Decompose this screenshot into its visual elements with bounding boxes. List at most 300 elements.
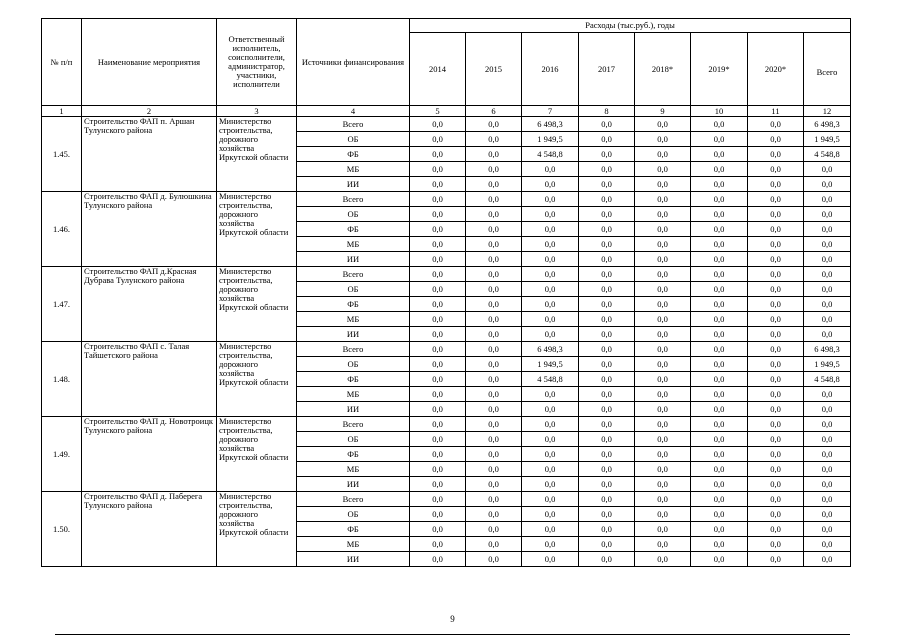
row-index: 1.47. bbox=[42, 267, 82, 342]
year-value: 0,0 bbox=[466, 432, 522, 447]
year-value: 0,0 bbox=[579, 447, 635, 462]
table-row bbox=[42, 267, 851, 282]
year-value: 0,0 bbox=[466, 327, 522, 342]
year-value: 0,0 bbox=[579, 357, 635, 372]
year-value: 0,0 bbox=[410, 117, 466, 132]
year-value: 0,0 bbox=[466, 312, 522, 327]
year-value: 0,0 bbox=[466, 297, 522, 312]
year-value: 0,0 bbox=[522, 327, 579, 342]
year-value: 0,0 bbox=[410, 252, 466, 267]
year-value: 0,0 bbox=[635, 402, 691, 417]
year-value: 0,0 bbox=[748, 552, 804, 567]
table-row bbox=[42, 342, 851, 357]
year-value: 0,0 bbox=[466, 537, 522, 552]
column-number: 7 bbox=[522, 106, 579, 117]
year-value: 4 548,8 bbox=[522, 372, 579, 387]
year-value: 0,0 bbox=[466, 237, 522, 252]
year-value: 0,0 bbox=[410, 447, 466, 462]
year-value: 0,0 bbox=[410, 387, 466, 402]
funding-source: Всего bbox=[297, 342, 410, 357]
funding-source: Всего bbox=[297, 492, 410, 507]
year-value: 0,0 bbox=[748, 522, 804, 537]
year-value: 0,0 bbox=[466, 282, 522, 297]
year-value: 0,0 bbox=[466, 372, 522, 387]
activity-name: Строительство ФАП д. Булюшкина Тулунского района bbox=[82, 192, 217, 267]
year-value: 0,0 bbox=[579, 402, 635, 417]
funding-source: ИИ bbox=[297, 477, 410, 492]
year-value: 0,0 bbox=[579, 552, 635, 567]
responsible-executor: Министерство строительства, дорожного хозяйства Иркутской области bbox=[217, 192, 297, 267]
header-year-4: 2017 bbox=[579, 33, 635, 106]
year-value: 0,0 bbox=[691, 282, 748, 297]
total-value: 0,0 bbox=[804, 327, 851, 342]
year-value: 6 498,3 bbox=[522, 342, 579, 357]
year-value: 0,0 bbox=[748, 417, 804, 432]
year-value: 1 949,5 bbox=[522, 132, 579, 147]
header-year-2: 2015 bbox=[466, 33, 522, 106]
year-value: 0,0 bbox=[635, 387, 691, 402]
year-value: 0,0 bbox=[579, 282, 635, 297]
year-value: 0,0 bbox=[410, 462, 466, 477]
year-value: 0,0 bbox=[691, 507, 748, 522]
year-value: 0,0 bbox=[635, 207, 691, 222]
funding-source: Всего bbox=[297, 267, 410, 282]
year-value: 0,0 bbox=[579, 312, 635, 327]
year-value: 0,0 bbox=[579, 267, 635, 282]
year-value: 0,0 bbox=[410, 267, 466, 282]
header-year-5: 2018* bbox=[635, 33, 691, 106]
year-value: 0,0 bbox=[691, 192, 748, 207]
year-value: 0,0 bbox=[748, 117, 804, 132]
year-value: 0,0 bbox=[635, 462, 691, 477]
year-value: 0,0 bbox=[691, 132, 748, 147]
total-value: 0,0 bbox=[804, 162, 851, 177]
year-value: 0,0 bbox=[635, 297, 691, 312]
year-value: 0,0 bbox=[748, 492, 804, 507]
header-year-1: 2014 bbox=[410, 33, 466, 106]
year-value: 0,0 bbox=[691, 357, 748, 372]
year-value: 0,0 bbox=[579, 462, 635, 477]
year-value: 0,0 bbox=[635, 177, 691, 192]
year-value: 0,0 bbox=[410, 147, 466, 162]
year-value: 0,0 bbox=[579, 252, 635, 267]
year-value: 0,0 bbox=[522, 432, 579, 447]
year-value: 0,0 bbox=[691, 237, 748, 252]
column-number: 6 bbox=[466, 106, 522, 117]
year-value: 0,0 bbox=[691, 222, 748, 237]
year-value: 0,0 bbox=[748, 237, 804, 252]
year-value: 0,0 bbox=[748, 372, 804, 387]
year-value: 0,0 bbox=[410, 432, 466, 447]
funding-source: ИИ bbox=[297, 402, 410, 417]
year-value: 0,0 bbox=[748, 297, 804, 312]
column-number: 3 bbox=[217, 106, 297, 117]
year-value: 0,0 bbox=[748, 147, 804, 162]
year-value: 0,0 bbox=[635, 252, 691, 267]
year-value: 0,0 bbox=[748, 222, 804, 237]
year-value: 0,0 bbox=[691, 462, 748, 477]
year-value: 0,0 bbox=[466, 252, 522, 267]
activity-name: Строительство ФАП п. Аршан Тулунского района bbox=[82, 117, 217, 192]
activity-name: Строительство ФАП д. Паберега Тулунского района bbox=[82, 492, 217, 567]
year-value: 0,0 bbox=[579, 522, 635, 537]
column-number: 5 bbox=[410, 106, 466, 117]
year-value: 0,0 bbox=[410, 402, 466, 417]
year-value: 0,0 bbox=[748, 432, 804, 447]
year-value: 0,0 bbox=[410, 357, 466, 372]
year-value: 0,0 bbox=[522, 462, 579, 477]
year-value: 0,0 bbox=[522, 177, 579, 192]
year-value: 0,0 bbox=[466, 267, 522, 282]
year-value: 0,0 bbox=[579, 492, 635, 507]
year-value: 0,0 bbox=[635, 552, 691, 567]
year-value: 0,0 bbox=[466, 117, 522, 132]
funding-source: ФБ bbox=[297, 372, 410, 387]
year-value: 0,0 bbox=[522, 447, 579, 462]
year-value: 0,0 bbox=[466, 462, 522, 477]
year-value: 0,0 bbox=[522, 552, 579, 567]
year-value: 0,0 bbox=[691, 267, 748, 282]
year-value: 0,0 bbox=[579, 387, 635, 402]
responsible-executor: Министерство строительства, дорожного хозяйства Иркутской области bbox=[217, 492, 297, 567]
year-value: 0,0 bbox=[635, 267, 691, 282]
row-index: 1.46. bbox=[42, 192, 82, 267]
year-value: 0,0 bbox=[466, 492, 522, 507]
year-value: 0,0 bbox=[691, 177, 748, 192]
year-value: 0,0 bbox=[579, 162, 635, 177]
year-value: 0,0 bbox=[635, 537, 691, 552]
year-value: 0,0 bbox=[635, 432, 691, 447]
funding-source: МБ bbox=[297, 462, 410, 477]
year-value: 0,0 bbox=[579, 297, 635, 312]
year-value: 0,0 bbox=[410, 492, 466, 507]
year-value: 0,0 bbox=[466, 447, 522, 462]
funding-source: МБ bbox=[297, 312, 410, 327]
year-value: 0,0 bbox=[691, 312, 748, 327]
year-value: 0,0 bbox=[579, 507, 635, 522]
column-number: 1 bbox=[42, 106, 82, 117]
year-value: 0,0 bbox=[691, 402, 748, 417]
total-value: 0,0 bbox=[804, 477, 851, 492]
funding-source: ФБ bbox=[297, 447, 410, 462]
funding-source: МБ bbox=[297, 537, 410, 552]
year-value: 0,0 bbox=[691, 147, 748, 162]
year-value: 0,0 bbox=[466, 342, 522, 357]
year-value: 0,0 bbox=[522, 282, 579, 297]
year-value: 0,0 bbox=[522, 477, 579, 492]
year-value: 0,0 bbox=[522, 312, 579, 327]
year-value: 0,0 bbox=[410, 327, 466, 342]
year-value: 0,0 bbox=[748, 462, 804, 477]
activity-name: Строительство ФАП д.Красная Дубрава Тулунского района bbox=[82, 267, 217, 342]
column-number: 10 bbox=[691, 106, 748, 117]
funding-source: ИИ bbox=[297, 552, 410, 567]
funding-source: ФБ bbox=[297, 222, 410, 237]
column-number: 2 bbox=[82, 106, 217, 117]
total-value: 0,0 bbox=[804, 402, 851, 417]
year-value: 0,0 bbox=[748, 447, 804, 462]
total-value: 0,0 bbox=[804, 267, 851, 282]
page-number: 9 bbox=[450, 614, 455, 624]
funding-source: ФБ bbox=[297, 297, 410, 312]
total-value: 1 949,5 bbox=[804, 132, 851, 147]
table-row bbox=[42, 417, 851, 432]
year-value: 0,0 bbox=[635, 237, 691, 252]
header-year-3: 2016 bbox=[522, 33, 579, 106]
year-value: 0,0 bbox=[691, 537, 748, 552]
funding-source: ИИ bbox=[297, 252, 410, 267]
year-value: 0,0 bbox=[466, 177, 522, 192]
year-value: 0,0 bbox=[635, 282, 691, 297]
funding-source: МБ bbox=[297, 162, 410, 177]
year-value: 0,0 bbox=[522, 537, 579, 552]
year-value: 0,0 bbox=[579, 192, 635, 207]
year-value: 0,0 bbox=[579, 477, 635, 492]
year-value: 0,0 bbox=[522, 417, 579, 432]
year-value: 0,0 bbox=[748, 357, 804, 372]
year-value: 0,0 bbox=[635, 522, 691, 537]
header-num: № п/п bbox=[42, 19, 82, 106]
year-value: 0,0 bbox=[579, 237, 635, 252]
year-value: 0,0 bbox=[635, 507, 691, 522]
responsible-executor: Министерство строительства, дорожного хозяйства Иркутской области bbox=[217, 417, 297, 492]
year-value: 0,0 bbox=[410, 522, 466, 537]
year-value: 4 548,8 bbox=[522, 147, 579, 162]
year-value: 0,0 bbox=[410, 192, 466, 207]
funding-source: ФБ bbox=[297, 147, 410, 162]
funding-source: ОБ bbox=[297, 432, 410, 447]
year-value: 0,0 bbox=[691, 522, 748, 537]
table-row bbox=[42, 492, 851, 507]
year-value: 0,0 bbox=[691, 297, 748, 312]
year-value: 0,0 bbox=[579, 117, 635, 132]
responsible-executor: Министерство строительства, дорожного хозяйства Иркутской области bbox=[217, 117, 297, 192]
year-value: 0,0 bbox=[410, 132, 466, 147]
year-value: 0,0 bbox=[748, 477, 804, 492]
funding-source: ИИ bbox=[297, 327, 410, 342]
row-index: 1.45. bbox=[42, 117, 82, 192]
year-value: 0,0 bbox=[691, 492, 748, 507]
year-value: 0,0 bbox=[579, 132, 635, 147]
year-value: 0,0 bbox=[522, 192, 579, 207]
total-value: 0,0 bbox=[804, 507, 851, 522]
funding-source: ОБ bbox=[297, 207, 410, 222]
year-value: 0,0 bbox=[635, 357, 691, 372]
total-value: 0,0 bbox=[804, 237, 851, 252]
total-value: 0,0 bbox=[804, 492, 851, 507]
year-value: 0,0 bbox=[522, 162, 579, 177]
year-value: 0,0 bbox=[466, 132, 522, 147]
funding-source: ИИ bbox=[297, 177, 410, 192]
funding-source: МБ bbox=[297, 387, 410, 402]
column-number: 11 bbox=[748, 106, 804, 117]
year-value: 0,0 bbox=[748, 342, 804, 357]
year-value: 0,0 bbox=[579, 417, 635, 432]
table-row bbox=[42, 192, 851, 207]
total-value: 0,0 bbox=[804, 537, 851, 552]
year-value: 0,0 bbox=[410, 417, 466, 432]
year-value: 0,0 bbox=[466, 402, 522, 417]
year-value: 0,0 bbox=[410, 552, 466, 567]
year-value: 0,0 bbox=[579, 537, 635, 552]
funding-source: ФБ bbox=[297, 522, 410, 537]
year-value: 0,0 bbox=[466, 222, 522, 237]
year-value: 0,0 bbox=[410, 342, 466, 357]
year-value: 0,0 bbox=[748, 267, 804, 282]
total-value: 0,0 bbox=[804, 312, 851, 327]
year-value: 0,0 bbox=[466, 192, 522, 207]
year-value: 0,0 bbox=[691, 417, 748, 432]
year-value: 0,0 bbox=[691, 252, 748, 267]
year-value: 0,0 bbox=[466, 522, 522, 537]
total-value: 0,0 bbox=[804, 387, 851, 402]
year-value: 0,0 bbox=[748, 312, 804, 327]
total-value: 0,0 bbox=[804, 207, 851, 222]
funding-source: ОБ bbox=[297, 132, 410, 147]
year-value: 0,0 bbox=[691, 552, 748, 567]
row-index: 1.48. bbox=[42, 342, 82, 417]
funding-source: ОБ bbox=[297, 507, 410, 522]
activity-name: Строительство ФАП с. Талая Тайшетского района bbox=[82, 342, 217, 417]
year-value: 0,0 bbox=[635, 312, 691, 327]
year-value: 0,0 bbox=[522, 492, 579, 507]
row-index: 1.49. bbox=[42, 417, 82, 492]
year-value: 0,0 bbox=[748, 327, 804, 342]
activity-name: Строительство ФАП д. Новотроицк Тулунского района bbox=[82, 417, 217, 492]
year-value: 0,0 bbox=[579, 222, 635, 237]
year-value: 0,0 bbox=[748, 192, 804, 207]
table-row bbox=[42, 117, 851, 132]
year-value: 0,0 bbox=[466, 552, 522, 567]
total-value: 1 949,5 bbox=[804, 357, 851, 372]
year-value: 0,0 bbox=[635, 447, 691, 462]
year-value: 0,0 bbox=[522, 207, 579, 222]
total-value: 4 548,8 bbox=[804, 372, 851, 387]
year-value: 0,0 bbox=[635, 327, 691, 342]
total-value: 4 548,8 bbox=[804, 147, 851, 162]
year-value: 0,0 bbox=[748, 132, 804, 147]
year-value: 0,0 bbox=[748, 207, 804, 222]
year-value: 0,0 bbox=[466, 357, 522, 372]
total-value: 0,0 bbox=[804, 222, 851, 237]
column-number: 12 bbox=[804, 106, 851, 117]
year-value: 0,0 bbox=[748, 387, 804, 402]
year-value: 0,0 bbox=[466, 477, 522, 492]
year-value: 0,0 bbox=[635, 342, 691, 357]
total-value: 0,0 bbox=[804, 252, 851, 267]
total-value: 0,0 bbox=[804, 432, 851, 447]
year-value: 0,0 bbox=[748, 537, 804, 552]
funding-source: МБ bbox=[297, 237, 410, 252]
year-value: 0,0 bbox=[635, 147, 691, 162]
year-value: 1 949,5 bbox=[522, 357, 579, 372]
year-value: 0,0 bbox=[522, 222, 579, 237]
column-number: 4 bbox=[297, 106, 410, 117]
year-value: 0,0 bbox=[522, 402, 579, 417]
year-value: 0,0 bbox=[410, 162, 466, 177]
year-value: 0,0 bbox=[635, 417, 691, 432]
year-value: 0,0 bbox=[410, 222, 466, 237]
year-value: 0,0 bbox=[691, 327, 748, 342]
total-value: 0,0 bbox=[804, 462, 851, 477]
year-value: 0,0 bbox=[410, 237, 466, 252]
year-value: 0,0 bbox=[579, 177, 635, 192]
header-year-8: Всего bbox=[804, 33, 851, 106]
total-value: 0,0 bbox=[804, 297, 851, 312]
year-value: 0,0 bbox=[522, 237, 579, 252]
year-value: 0,0 bbox=[466, 207, 522, 222]
header-sources: Источники финансирования bbox=[297, 19, 410, 106]
header-year-6: 2019* bbox=[691, 33, 748, 106]
header-expenses: Расходы (тыс.руб.), годы bbox=[410, 19, 851, 33]
year-value: 0,0 bbox=[691, 477, 748, 492]
year-value: 0,0 bbox=[691, 447, 748, 462]
responsible-executor: Министерство строительства, дорожного хозяйства Иркутской области bbox=[217, 267, 297, 342]
year-value: 0,0 bbox=[522, 387, 579, 402]
year-value: 0,0 bbox=[748, 507, 804, 522]
year-value: 0,0 bbox=[579, 372, 635, 387]
year-value: 0,0 bbox=[748, 252, 804, 267]
total-value: 6 498,3 bbox=[804, 342, 851, 357]
year-value: 0,0 bbox=[748, 177, 804, 192]
responsible-executor: Министерство строительства, дорожного хозяйства Иркутской области bbox=[217, 342, 297, 417]
year-value: 0,0 bbox=[522, 522, 579, 537]
funding-source: Всего bbox=[297, 417, 410, 432]
year-value: 0,0 bbox=[410, 282, 466, 297]
year-value: 0,0 bbox=[579, 147, 635, 162]
funding-source: Всего bbox=[297, 192, 410, 207]
total-value: 0,0 bbox=[804, 522, 851, 537]
year-value: 0,0 bbox=[466, 417, 522, 432]
year-value: 0,0 bbox=[691, 342, 748, 357]
year-value: 0,0 bbox=[522, 297, 579, 312]
year-value: 0,0 bbox=[522, 507, 579, 522]
header-name: Наименование мероприятия bbox=[82, 19, 217, 106]
year-value: 0,0 bbox=[410, 312, 466, 327]
year-value: 0,0 bbox=[522, 252, 579, 267]
year-value: 0,0 bbox=[635, 132, 691, 147]
year-value: 0,0 bbox=[410, 207, 466, 222]
year-value: 0,0 bbox=[635, 117, 691, 132]
year-value: 0,0 bbox=[635, 372, 691, 387]
column-number: 9 bbox=[635, 106, 691, 117]
funding-source: ОБ bbox=[297, 357, 410, 372]
year-value: 0,0 bbox=[410, 507, 466, 522]
year-value: 0,0 bbox=[410, 537, 466, 552]
year-value: 0,0 bbox=[579, 207, 635, 222]
year-value: 0,0 bbox=[466, 507, 522, 522]
year-value: 0,0 bbox=[691, 117, 748, 132]
year-value: 0,0 bbox=[748, 282, 804, 297]
funding-source: Всего bbox=[297, 117, 410, 132]
year-value: 0,0 bbox=[635, 222, 691, 237]
year-value: 0,0 bbox=[691, 432, 748, 447]
header-responsible: Ответственный исполнитель, соисполнители, администратор, участники, исполнители bbox=[217, 19, 297, 106]
year-value: 0,0 bbox=[410, 372, 466, 387]
row-index: 1.50. bbox=[42, 492, 82, 567]
year-value: 0,0 bbox=[466, 387, 522, 402]
total-value: 0,0 bbox=[804, 192, 851, 207]
year-value: 0,0 bbox=[410, 297, 466, 312]
total-value: 0,0 bbox=[804, 177, 851, 192]
total-value: 0,0 bbox=[804, 417, 851, 432]
year-value: 0,0 bbox=[466, 162, 522, 177]
year-value: 0,0 bbox=[635, 192, 691, 207]
year-value: 6 498,3 bbox=[522, 117, 579, 132]
expenses-table bbox=[41, 18, 851, 567]
year-value: 0,0 bbox=[522, 267, 579, 282]
header-year-7: 2020* bbox=[748, 33, 804, 106]
